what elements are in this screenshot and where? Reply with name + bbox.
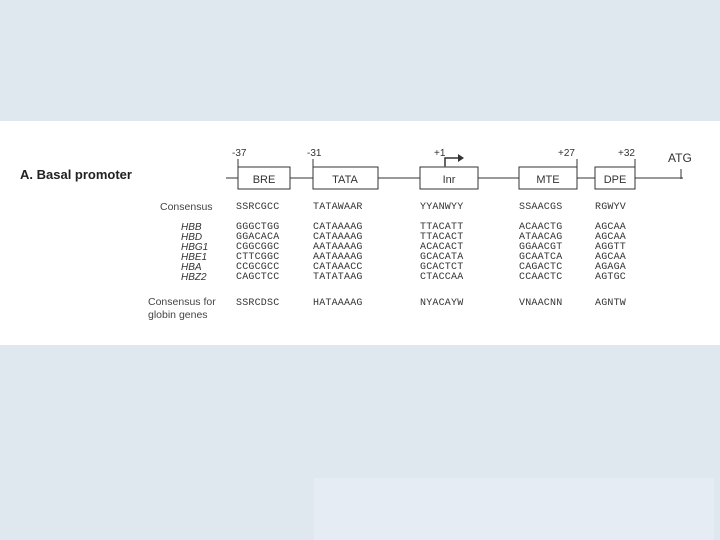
- seq-dpe: AGGTT: [595, 242, 627, 253]
- position-label: +1: [434, 148, 446, 159]
- consensus-tata: TATAWAAR: [313, 202, 363, 213]
- seq-inr: GCACATA: [420, 252, 464, 263]
- globin-consensus-mte: VNAACNN: [519, 298, 563, 309]
- seq-tata: CATAAACC: [313, 262, 363, 273]
- seq-bre: CAGCTCC: [236, 272, 280, 283]
- gene-name: HBB: [181, 222, 202, 233]
- gene-name: HBA: [181, 262, 202, 273]
- seq-mte: ACAACTG: [519, 222, 563, 233]
- globin-consensus-dpe: AGNTW: [595, 298, 627, 309]
- seq-bre: CTTCGGC: [236, 252, 280, 263]
- globin-consensus-label: [148, 296, 216, 322]
- seq-bre: CGGCGGC: [236, 242, 280, 253]
- seq-mte: CAGACTC: [519, 262, 563, 273]
- seq-bre: GGACACA: [236, 232, 280, 243]
- seq-dpe: AGAGA: [595, 262, 627, 273]
- seq-bre: CCGCGCC: [236, 262, 280, 273]
- gene-name: HBZ2: [181, 272, 207, 283]
- consensus-label: Consensus: [160, 201, 213, 213]
- seq-dpe: AGCAA: [595, 222, 627, 233]
- element-label-mte: MTE: [536, 174, 560, 186]
- seq-mte: GCAATCA: [519, 252, 563, 263]
- seq-dpe: AGTGC: [595, 272, 627, 283]
- consensus-bre: SSRCGCC: [236, 202, 280, 213]
- seq-inr: CTACCAA: [420, 272, 464, 283]
- gene-name: HBE1: [181, 252, 208, 263]
- position-label: +27: [558, 148, 575, 159]
- consensus-inr: YYANWYY: [420, 202, 464, 213]
- panel-title: A. Basal promoter: [20, 167, 132, 182]
- seq-tata: AATAAAAG: [313, 242, 363, 253]
- seq-dpe: AGCAA: [595, 252, 627, 263]
- seq-mte: GGAACGT: [519, 242, 563, 253]
- seq-inr: TTACATT: [420, 222, 464, 233]
- gene-name: HBD: [181, 232, 203, 243]
- atg-label: ATG: [668, 151, 692, 165]
- footer-box: [314, 478, 714, 540]
- globin-consensus-inr: NYACAYW: [420, 298, 464, 309]
- globin-consensus-label-line1: Consensus for: [148, 296, 216, 308]
- element-label-dpe: DPE: [603, 174, 627, 186]
- seq-mte: ATAACAG: [519, 232, 563, 243]
- seq-dpe: AGCAA: [595, 232, 627, 243]
- seq-tata: AATAAAAG: [313, 252, 363, 263]
- seq-tata: CATAAAAG: [313, 232, 363, 243]
- element-label-tata: TATA: [332, 174, 358, 186]
- globin-consensus-label-line2: globin genes: [148, 309, 208, 321]
- seq-inr: ACACACT: [420, 242, 464, 253]
- position-label: +32: [618, 148, 635, 159]
- seq-inr: TTACACT: [420, 232, 464, 243]
- gene-name: HBG1: [181, 242, 209, 253]
- position-label: -37: [232, 148, 247, 159]
- seq-inr: GCACTCT: [420, 262, 464, 273]
- element-label-bre: BRE: [252, 174, 276, 186]
- seq-bre: GGGCTGG: [236, 222, 280, 233]
- position-label: -31: [307, 148, 322, 159]
- transcription-start-arrowhead: [458, 154, 464, 162]
- seq-tata: TATATAAG: [313, 272, 363, 283]
- globin-consensus-tata: HATAAAAG: [313, 298, 363, 309]
- element-label-inr: Inr: [442, 174, 456, 186]
- diagram-panel: [0, 121, 720, 345]
- seq-tata: CATAAAAG: [313, 222, 363, 233]
- consensus-dpe: RGWYV: [595, 202, 627, 213]
- consensus-mte: SSAACGS: [519, 202, 563, 213]
- globin-consensus-bre: SSRCDSC: [236, 298, 280, 309]
- seq-mte: CCAACTC: [519, 272, 563, 283]
- transcription-start-arrow: [445, 158, 458, 166]
